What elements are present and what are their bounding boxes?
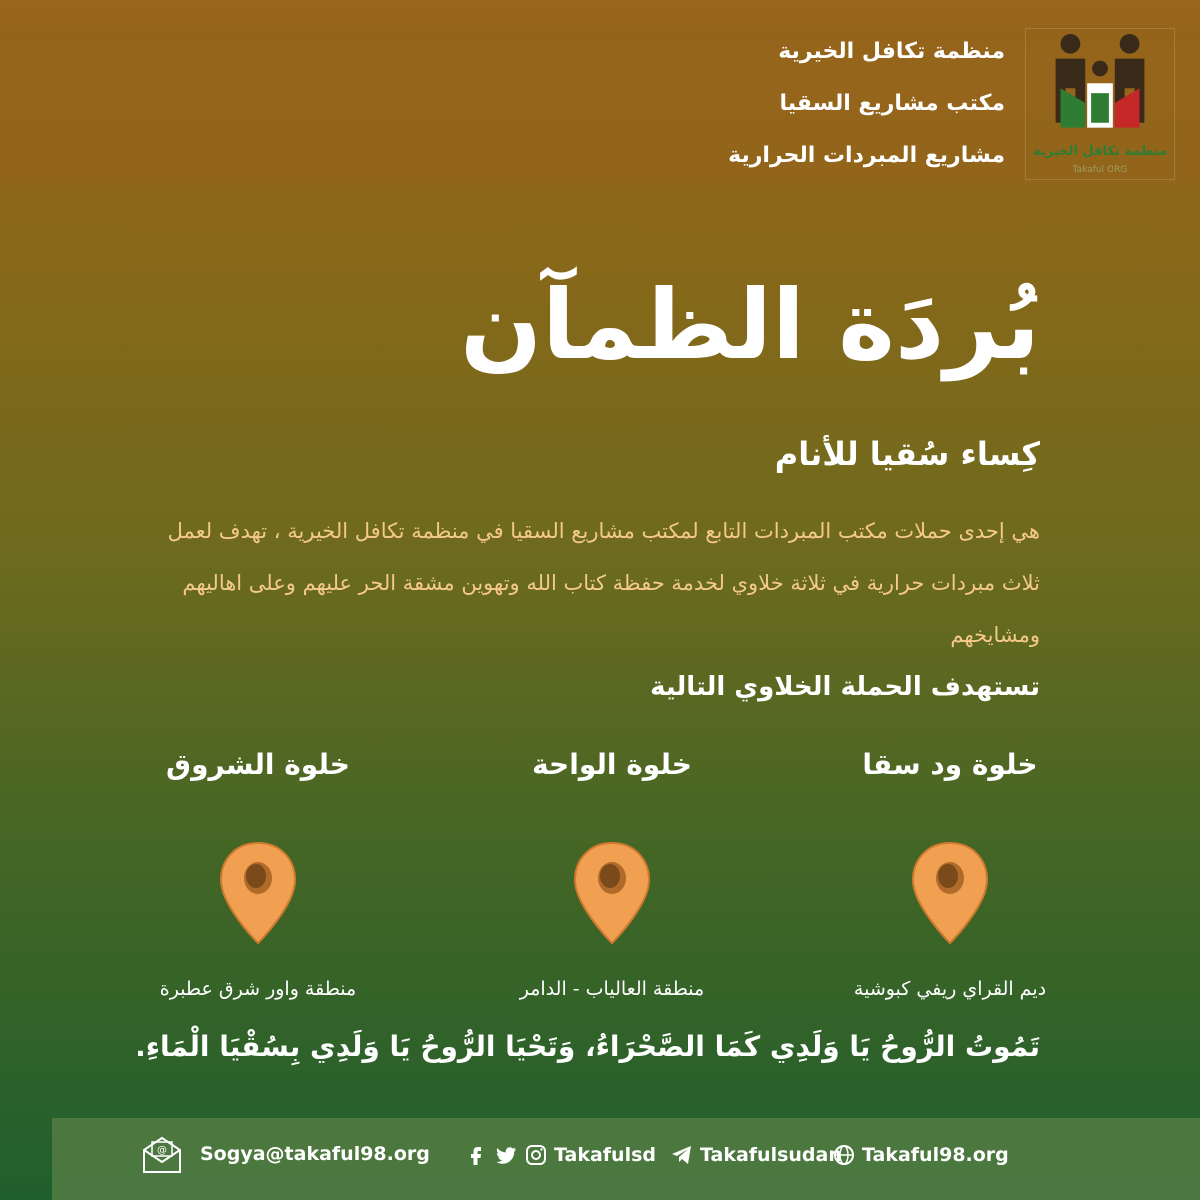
location-area: منطقة العالياب - الدامر	[519, 978, 705, 1000]
map-pin-icon	[905, 838, 995, 948]
email-envelope-icon	[140, 1132, 184, 1176]
header-project-name: مشاريع المبردات الحرارية	[728, 143, 1005, 168]
poem-quote: تَمُوتُ الرُّوحُ يَا وَلَدِي كَمَا الصَّحْرَاءُ، وَتَحْيَا الرُّوحُ يَا وَلَدِي بِسُقْيَا الْمَاءِ.	[135, 1030, 1040, 1063]
location-area: ديم القراي ريفي كبوشية	[853, 978, 1047, 1000]
location-card	[810, 748, 1090, 1000]
location-card	[472, 748, 752, 1000]
logo-subtext: Takaful ORG	[1072, 165, 1128, 175]
logo-text: منظمة تكافل الخيرية	[1033, 144, 1167, 159]
header-org-name: منظمة تكافل الخيرية	[778, 39, 1005, 64]
location-name: خلوة الشروق	[166, 748, 350, 781]
social-handle-text: Takafulsd	[554, 1144, 657, 1166]
header-org-info	[585, 32, 1005, 188]
email-text: Sogya@takaful98.org	[200, 1143, 430, 1165]
campaign-subtitle: كِساء سُقيا للأنام	[774, 435, 1040, 473]
instagram-icon	[524, 1143, 548, 1167]
telegram-text: Takafulsudan	[700, 1144, 842, 1166]
map-pin-icon	[567, 838, 657, 948]
map-pin-icon	[213, 838, 303, 948]
header-office-name: مكتب مشاريع السقيا	[779, 91, 1005, 116]
footer-social-handle[interactable]	[464, 1143, 656, 1167]
footer-contact-bar	[52, 1118, 1200, 1200]
twitter-icon	[494, 1143, 518, 1167]
location-area: منطقة واور شرق عطبرة	[159, 978, 357, 1000]
svg-text:@: @	[157, 1145, 167, 1156]
location-card	[118, 748, 398, 1000]
takaful-logo	[1025, 28, 1175, 180]
footer-telegram[interactable]	[670, 1143, 842, 1167]
location-name: خلوة ود سقا	[862, 748, 1038, 781]
campaign-description: هي إحدى حملات مكتب المبردات التابع لمكتب مشاريع السقيا في منظمة تكافل الخيرية ، تهدف لعمل ثلاث مبردات حرارية في ثلاثة خلاوي لخدمة حفظة كتاب الله وتهوين مشقة الحر عليهم وعلى اهاليهم ومشايخهم	[167, 519, 1040, 647]
location-name: خلوة الواحة	[532, 748, 692, 781]
website-text: Takaful98.org	[862, 1144, 1009, 1166]
footer-email[interactable]	[200, 1143, 430, 1165]
campaign-title: بُردَة الظمآن	[460, 269, 1040, 381]
targets-heading: تستهدف الحملة الخلاوي التالية	[650, 672, 1040, 702]
globe-icon	[832, 1143, 856, 1167]
telegram-icon	[670, 1143, 694, 1167]
footer-website[interactable]	[832, 1143, 1009, 1167]
facebook-icon	[464, 1143, 488, 1167]
